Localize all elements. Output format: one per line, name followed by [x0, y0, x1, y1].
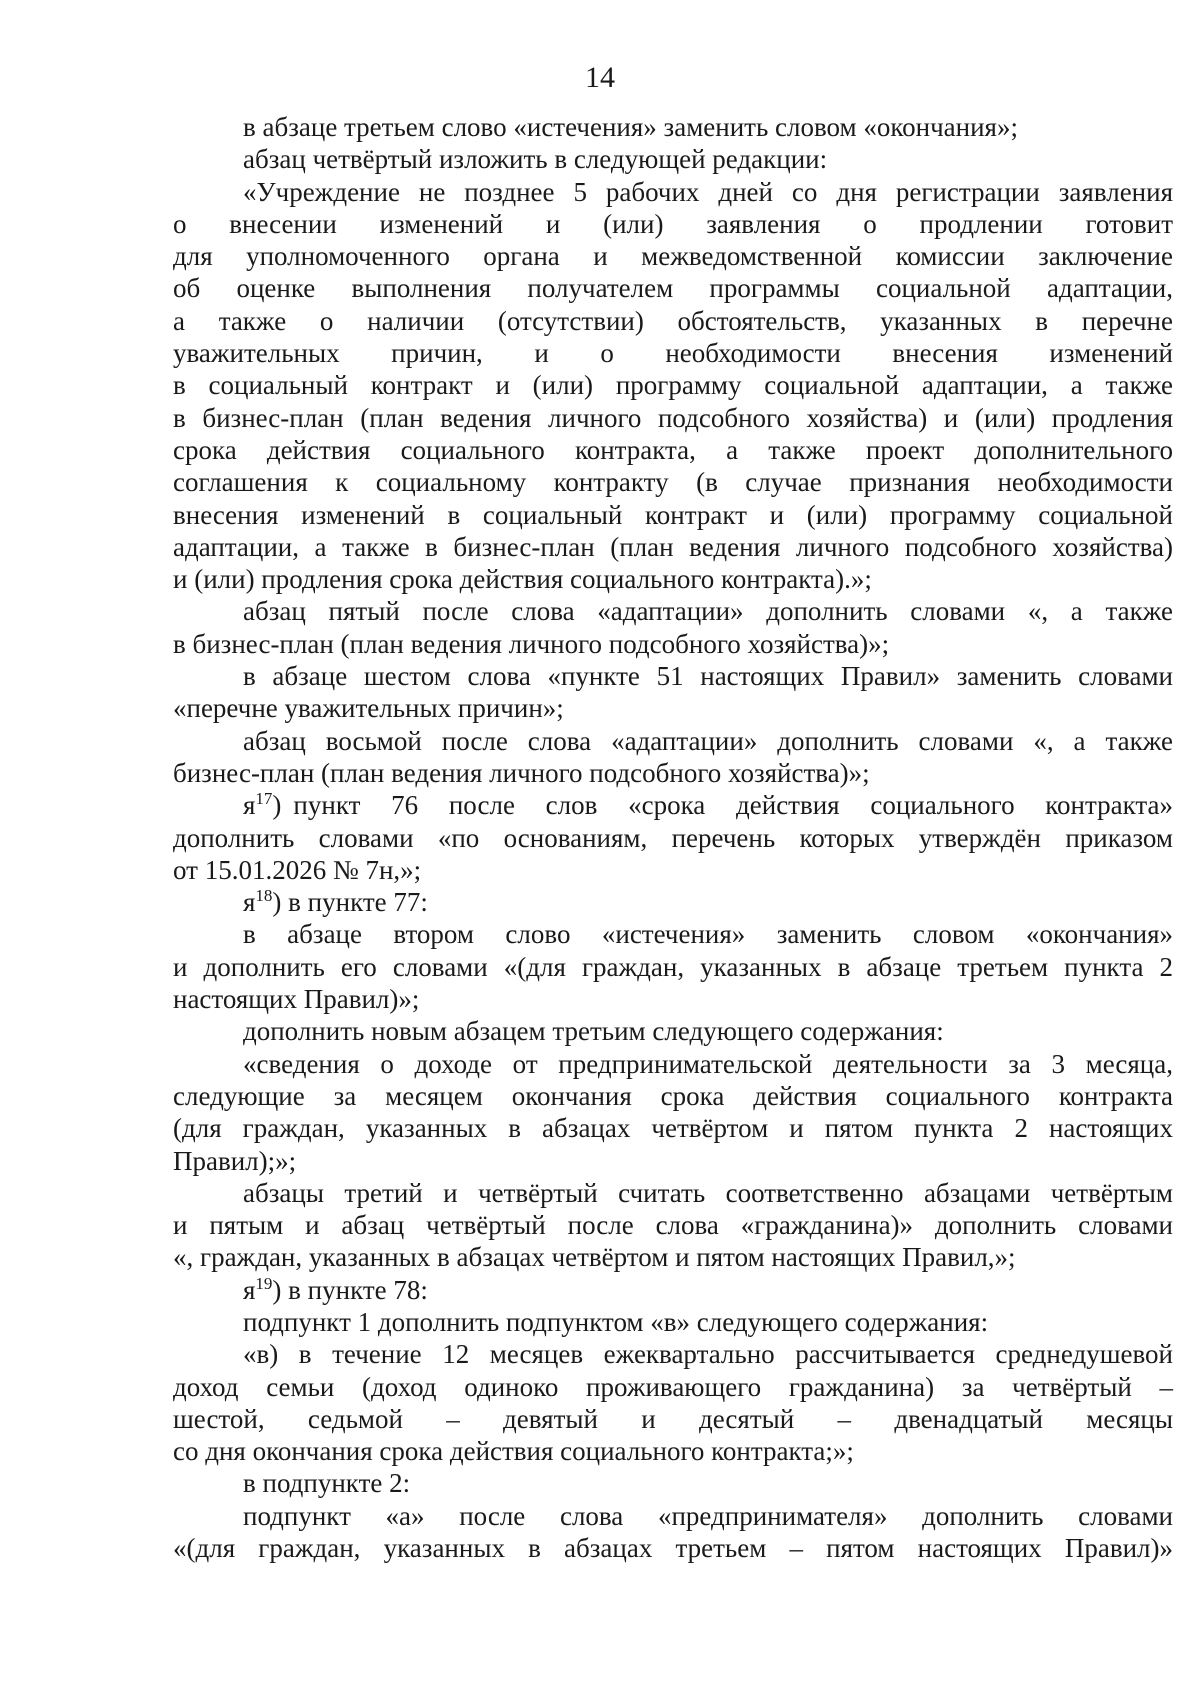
paragraph-line: срока действия социального контракта, а также проект дополнительного — [173, 434, 1173, 465]
paragraph-line: в абзаце третьем слово «истечения» заменить словом «окончания»; — [243, 112, 1018, 142]
paragraph-line: Правил);»; — [173, 1145, 297, 1176]
paragraph-line: в пункте 78: — [288, 1274, 428, 1305]
paragraph-line: «(для граждан, указанных в абзацах третьем – пятом настоящих Правил)» — [173, 1533, 1173, 1564]
paragraph-line: от 15.01.2026 № 7н,»; — [173, 854, 422, 885]
paragraph-line: и (или) продления срока действия социального контракта).»; — [173, 564, 872, 595]
paragraph-line: в бизнес-план (план ведения личного подсобного хозяйства)»; — [173, 628, 890, 659]
paragraph-line: и дополнить его словами «(для граждан, указанных в абзаце третьем пункта 2 — [173, 951, 1173, 982]
paragraph-line: доход семьи (доход одиноко проживающего гражданина) за четвёртый – — [173, 1371, 1173, 1402]
paragraph-line: соглашения к социальному контракту (в случае признания необходимости — [173, 467, 1173, 498]
paragraph-line: в подпункте 2: — [243, 1468, 411, 1499]
paragraph-line: в абзаце шестом слова «пункте 51 настоящих Правил» заменить словами — [243, 661, 1173, 692]
item-marker-17: $я^{17}$) — [243, 789, 282, 821]
paragraph-line: в абзаце втором слово «истечения» заменить словом «окончания» — [243, 919, 1173, 950]
paragraph-line: «Учреждение не позднее 5 рабочих дней со дня регистрации заявления — [243, 176, 1173, 207]
paragraph-line: абзац пятый после слова «адаптации» дополнить словами «, а также — [243, 596, 1173, 627]
paragraph-line: со дня окончания срока действия социального контракта;»; — [173, 1436, 854, 1467]
paragraph-line: «перечне уважительных причин»; — [173, 693, 564, 724]
paragraph-line: в пункте 77: — [288, 887, 428, 918]
paragraph-line: и пятым и абзац четвёртый после слова «гражданина)» дополнить словами — [173, 1210, 1173, 1241]
paragraph-line: для уполномоченного органа и межведомственной комиссии заключение — [173, 241, 1173, 272]
paragraph-line: о внесении изменений и (или) заявления о продлении готовит — [173, 208, 1173, 239]
paragraph-line: дополнить новым абзацем третьим следующего содержания: — [243, 1016, 944, 1047]
paragraph-line: бизнес-план (план ведения личного подсобного хозяйства)»; — [173, 757, 870, 788]
paragraph-line: абзац восьмой после слова «адаптации» дополнить словами «, а также — [243, 725, 1173, 756]
paragraph-line: следующие за месяцем окончания срока действия социального контракта — [173, 1080, 1173, 1111]
paragraph-line: (для граждан, указанных в абзацах четвёртом и пятом пункта 2 настоящих — [173, 1113, 1173, 1144]
paragraph-line: уважительных причин, и о необходимости внесения изменений — [173, 338, 1173, 369]
item-line-18 — [173, 886, 1173, 918]
paragraph-line: подпункт «а» после слова «предпринимателя» дополнить словами — [243, 1500, 1173, 1531]
paragraph-line: в бизнес-план (план ведения личного подсобного хозяйства) и (или) продления — [173, 402, 1173, 433]
paragraph-line: шестой, седьмой – девятый и десятый – двенадцатый месяцы — [173, 1403, 1173, 1434]
paragraph-line: об оценке выполнения получателем программы социальной адаптации, — [173, 273, 1173, 304]
item-line-19 — [173, 1274, 1173, 1306]
item-marker-18: $я^{18}$) — [243, 886, 282, 918]
item-line-17 — [173, 789, 1173, 821]
paragraph-line: дополнить словами «по основаниям, перечень которых утверждён приказом — [173, 822, 1173, 853]
page-number: 14 — [585, 61, 615, 94]
paragraph-line: абзацы третий и четвёртый считать соответственно абзацами четвёртым — [243, 1177, 1173, 1208]
paragraph-line: внесения изменений в социальный контракт и (или) программу социальной — [173, 499, 1173, 530]
paragraph-line: настоящих Правил)»; — [173, 984, 420, 1015]
paragraph-line: а также о наличии (отсутствии) обстоятельств, указанных в перечне — [173, 305, 1173, 336]
paragraph-line: подпункт 1 дополнить подпунктом «в» следующего содержания: — [243, 1306, 989, 1337]
paragraph-line: адаптации, а также в бизнес-план (план ведения личного подсобного хозяйства) — [173, 531, 1173, 562]
paragraph-line: абзац четвёртый изложить в следующей редакции: — [243, 144, 828, 175]
paragraph-line: «сведения о доходе от предпринимательской деятельности за 3 месяца, — [243, 1048, 1173, 1079]
paragraph-line: «в) в течение 12 месяцев ежеквартально рассчитывается среднедушевой — [243, 1339, 1173, 1370]
paragraph-line: пункт 76 после слов «срока действия социального контракта» — [293, 790, 1173, 821]
paragraph-line: «, граждан, указанных в абзацах четвёртом и пятом настоящих Правил,»; — [173, 1242, 1016, 1273]
document-body — [173, 111, 1173, 1564]
item-marker-19: $я^{19}$) — [243, 1273, 282, 1305]
paragraph-line: в социальный контракт и (или) программу социальной адаптации, а также — [173, 370, 1173, 401]
